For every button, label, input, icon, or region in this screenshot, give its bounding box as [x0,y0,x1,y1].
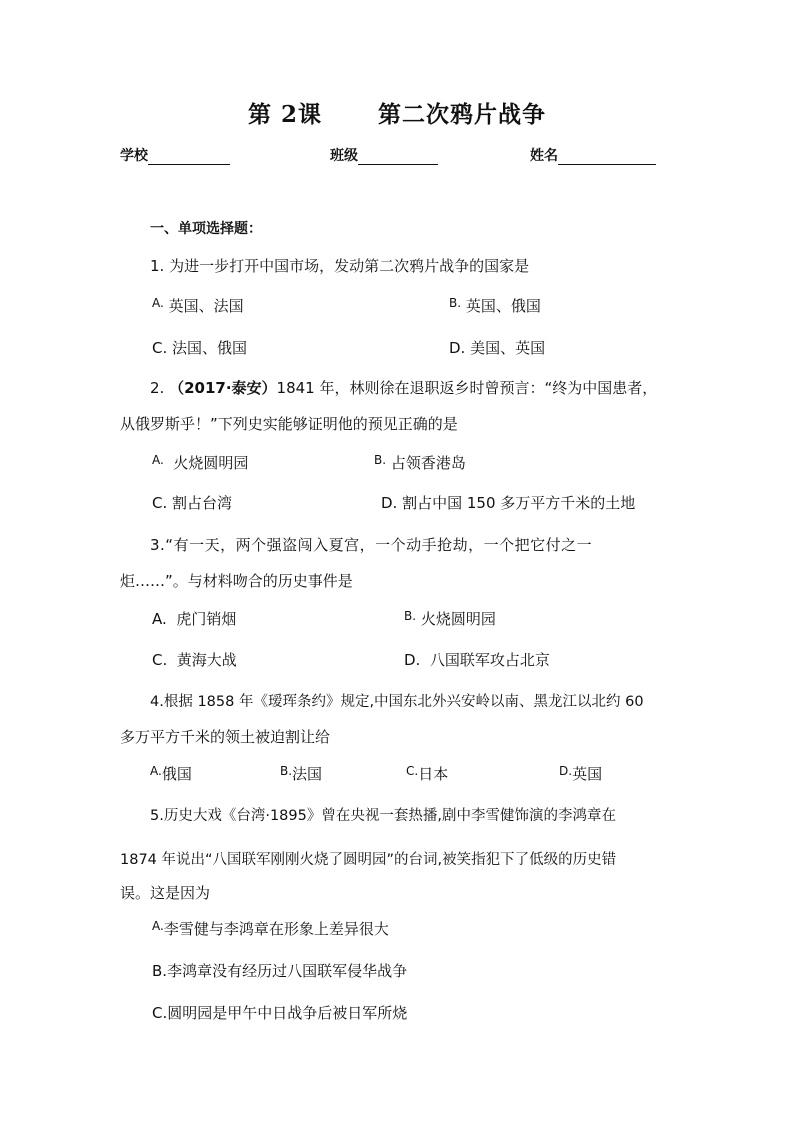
name-field[interactable] [530,145,656,165]
q2-option-a[interactable]: $^{A.}$ 火烧圆明园 [152,453,249,472]
q3-option-d[interactable]: D. 八国联军攻占北京 [404,651,550,669]
question-5-stem-line-1: 5.历史大戏《台湾·1895》曾在央视一套热播,剧中李雪健饰演的李鸿章在 [150,808,616,824]
q3-option-a[interactable]: A. 虎门销烟 [152,610,237,628]
question-5-stem-line-3: 误。这是因为 [120,884,211,902]
question-4-stem-line-1: 4.根据 1858 年《瑷珲条约》规定,中国东北外兴安岭以南、黑龙江以北约 60 [150,694,644,710]
q1-option-c[interactable]: C. 法国、俄国 [152,339,248,357]
q2-option-b[interactable]: $^{B.}$ 占领香港岛 [374,453,466,472]
q4-option-a[interactable]: $^{A.}$俄国 [150,764,192,783]
section-heading: 一、单项选择题： [150,221,262,237]
page-title [0,96,794,129]
lesson-name: 第二次鸦片战争 [378,101,546,128]
question-3-stem-line-2: 炬……”。与材料吻合的历史事件是 [120,572,353,590]
q1-option-d[interactable]: D. 美国、英国 [449,339,546,357]
lesson-number: 第 2课 [247,101,322,128]
class-label: 班级 [330,148,358,164]
q5-option-a[interactable]: $^{A.}$李雪健与李鸿章在形象上差异很大 [152,919,389,938]
question-1-stem: 1. 为进一步打开中国市场，发动第二次鸦片战争的国家是 [150,257,530,275]
q4-option-c[interactable]: $^{C.}$日本 [406,764,449,783]
question-3-stem-line-1: 3.“有一天，两个强盗闯入夏宫，一个动手抢劫，一个把它付之一 [150,536,593,554]
school-label: 学校 [120,148,148,164]
question-2-stem-line-1: 2. （2017·泰安）1841 年，林则徐在退职返乡时曾预言：“终为中国患者， [150,379,658,397]
q5-option-c[interactable]: C.圆明园是甲午中日战争后被日军所烧 [152,1004,408,1022]
q1-option-b[interactable]: $^{B.}$ 英国、俄国 [449,296,541,315]
question-2-source: （2017·泰安） [169,379,277,397]
q4-option-b[interactable]: $^{B.}$法国 [280,764,323,783]
question-4-stem-line-2: 多万平方千米的领土被迫割让给 [120,728,331,746]
q3-option-b[interactable]: $^{B.}$ 火烧圆明园 [404,609,496,628]
school-blank[interactable] [148,150,230,165]
school-field[interactable] [120,145,230,165]
name-label: 姓名 [530,148,558,164]
class-field[interactable] [330,145,438,165]
q1-option-a[interactable]: $^{A.}$ 英国、法国 [152,296,244,315]
question-5-stem-line-2: 1874 年说出“八国联军刚刚火烧了圆明园”的台词,被笑指犯下了低级的历史错 [120,852,617,868]
name-blank[interactable] [558,150,656,165]
q5-option-b[interactable]: B.李鸿章没有经历过八国联军侵华战争 [152,962,408,980]
class-blank[interactable] [358,150,438,165]
q2-option-d[interactable]: D. 割占中国 150 多万平方千米的土地 [381,494,636,512]
question-2-stem-line-2: 从俄罗斯乎！”下列史实能够证明他的预见正确的是 [120,415,458,433]
q4-option-d[interactable]: $^{D.}$英国 [559,764,603,783]
q2-option-c[interactable]: C. 割占台湾 [152,494,233,512]
q3-option-c[interactable]: C. 黄海大战 [152,651,237,669]
